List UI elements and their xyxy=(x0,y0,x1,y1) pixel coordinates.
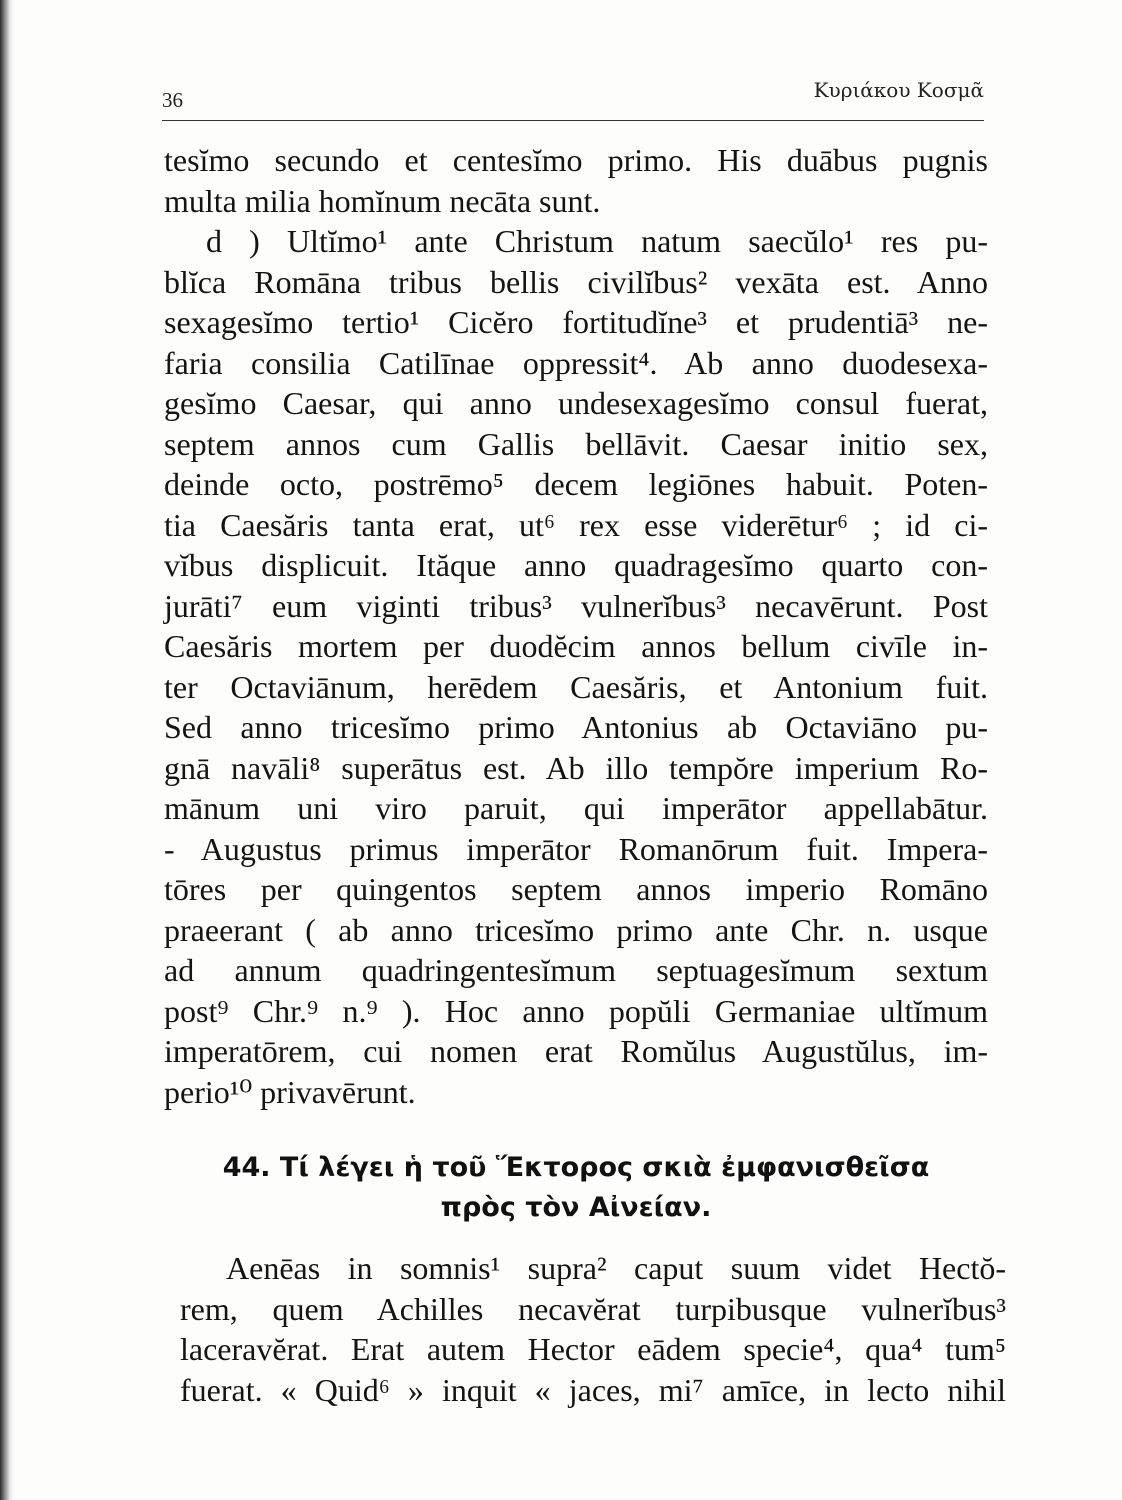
heading-line: 44. Τί λέγει ἡ τοῦ Ἕκτορος σκιὰ ἐμφανισθεῖσα xyxy=(222,1152,930,1183)
header-rule xyxy=(162,120,984,121)
text-line: post⁹ Chr.⁹ n.⁹ ). Hoc anno popŭli Germaniae ultĭmum xyxy=(164,992,988,1029)
text-line: ad annum quadringentesĭmum septuagesĭmum sextum xyxy=(164,952,988,988)
text-line: rem, quem Achilles necavĕrat turpibusque vulnerĭbus³ xyxy=(180,1290,1006,1327)
main-text xyxy=(164,140,988,1112)
text-line: tesĭmo secundo et centesĭmo primo. His duābus pugnis xyxy=(164,142,988,178)
text-line: perio¹⁰ privavērunt. xyxy=(164,1073,416,1110)
text-line: Aenēas in somnis¹ supra² caput suum videt Hectŏ- xyxy=(226,1250,1006,1286)
text-line: Caesăris mortem per duodĕcim annos bellum civīle in- xyxy=(164,628,988,664)
text-line: laceravĕrat. Erat autem Hector eādem specie⁴, qua⁴ tum⁵ xyxy=(180,1331,1006,1367)
text-line: gnā navāli⁸ superātus est. Ab illo tempŏre imperium Ro- xyxy=(164,749,988,786)
text-line: gesĭmo Caesar, qui anno undesexagesĭmo consul fuerat, xyxy=(164,385,988,421)
text-line: praeerant ( ab anno tricesĭmo primo ante Chr. n. usque xyxy=(164,911,988,948)
text-line: septem annos cum Gallis bellāvit. Caesar initio sex, xyxy=(164,425,988,462)
text-line: Sed anno tricesĭmo primo Antonius ab Octaviāno pu- xyxy=(164,709,988,745)
text-line: d ) Ultĭmo¹ ante Christum natum saecŭlo¹ res pu- xyxy=(206,223,988,259)
text-line: deinde octo, postrēmo⁵ decem legiōnes habuit. Poten- xyxy=(164,466,988,502)
heading-line: πρὸς τὸν Αἰνείαν. xyxy=(440,1192,712,1223)
text-line: blĭca Romāna tribus bellis civilĭbus² vexāta est. Anno xyxy=(164,263,988,300)
text-line: vĭbus displicuit. Ităque anno quadragesĭmo quarto con- xyxy=(164,547,988,583)
text-line: tia Caesăris tanta erat, ut⁶ rex esse viderētur⁶ ; id ci- xyxy=(164,506,988,543)
text-line: multa milia homĭnum necāta sunt. xyxy=(164,182,601,219)
page-edge-shadow xyxy=(0,0,14,1500)
text-line: mānum uni viro paruit, qui imperātor appellabātur. xyxy=(164,790,988,826)
section-heading xyxy=(164,1148,988,1228)
text-line: tōres per quingentos septem annos imperio Romāno xyxy=(164,871,988,907)
text-line: - Augustus primus imperātor Romanōrum fuit. Impera- xyxy=(164,830,988,867)
text-line: imperatōrem, cui nomen erat Romŭlus Augustŭlus, im- xyxy=(164,1033,988,1069)
running-head: Κυριάκου Κοσμᾶ xyxy=(813,78,984,102)
page-number: 36 xyxy=(162,88,183,112)
page-header xyxy=(162,70,984,118)
text-line: ter Octaviānum, herēdem Caesăris, et Antonium fuit. xyxy=(164,668,988,705)
text-line: sexagesĭmo tertio¹ Cicĕro fortitudĭne³ et prudentiā³ ne- xyxy=(164,304,988,340)
text-line: fuerat. « Quid⁶ » inquit « jaces, mi⁷ amīce, in lecto nihil xyxy=(180,1371,1006,1408)
text-line: faria consilia Catilīnae oppressit⁴. Ab anno duodesexa- xyxy=(164,344,988,381)
text-line: jurāti⁷ eum viginti tribus³ vulnerĭbus³ necavērunt. Post xyxy=(164,587,988,624)
section-text xyxy=(180,1248,1006,1410)
